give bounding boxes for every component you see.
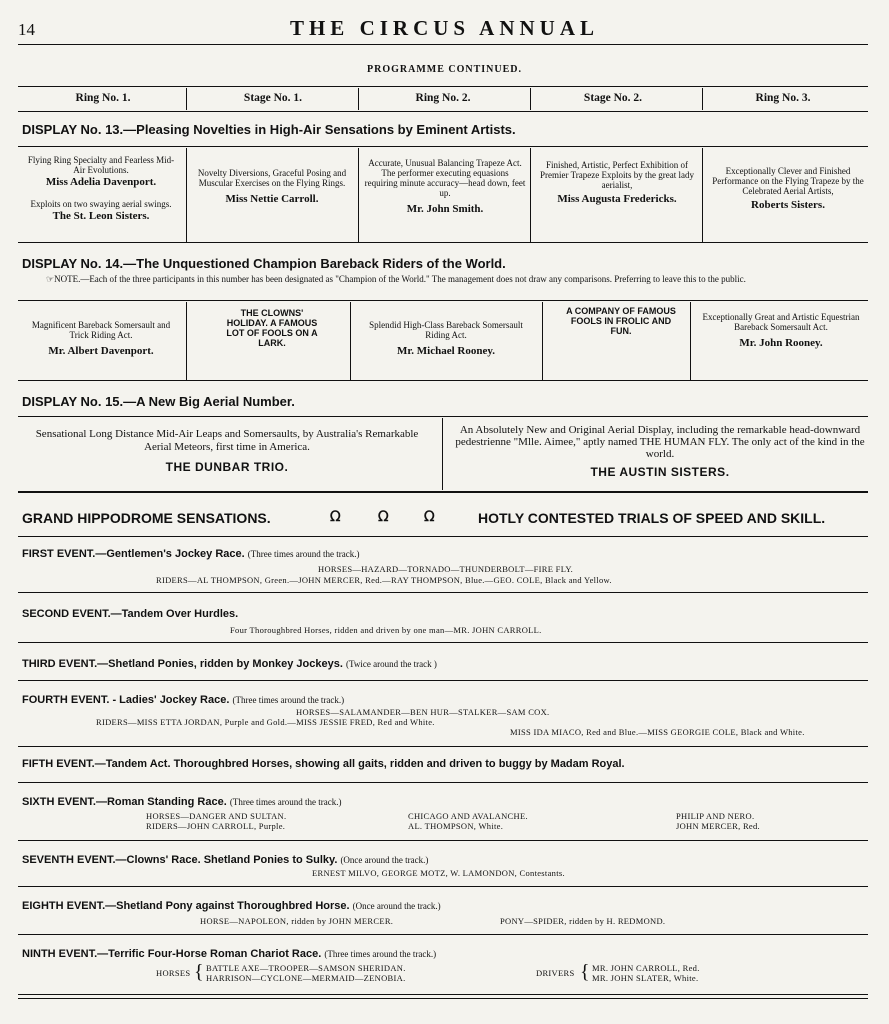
performer-name: Mr. John Smith.	[406, 203, 484, 215]
ring-header-row	[18, 92, 868, 108]
ornament-icon: ᘯ	[330, 510, 341, 525]
ring-header: Stage No. 2.	[583, 92, 643, 104]
event-4-riders: RIDERS—MISS ETTA JORDAN, Purple and Gold.—MISS JESSIE FRED, Red and White.	[96, 717, 435, 727]
ring-header-top-rule	[18, 86, 868, 87]
event-laps: (Three times around the track.)	[232, 695, 345, 705]
event-6-horses: CHICAGO AND AVALANCHE.	[408, 811, 528, 821]
event-rule	[18, 934, 868, 935]
event-rule	[18, 840, 868, 841]
display-13-title: DISPLAY No. 13.—Pleasing Novelties in High-Air Sensations by Eminent Artists.	[22, 122, 516, 137]
event-6-horses: HORSES—DANGER AND SULTAN.	[146, 811, 287, 821]
ornament-icon: ᘯ	[378, 510, 389, 525]
act-description: An Absolutely New and Original Aerial Display, including the remarkable head-downward pedestrienne "Mlle. Aimee," aptly named THE HUMAN FLY. The only act of the kind in the world.	[455, 424, 865, 460]
event-title: FOURTH EVENT. - Ladies' Jockey Race.	[22, 694, 230, 706]
event-9-drivers: MR. JOHN SLATER, White.	[592, 973, 699, 983]
col-divider	[530, 148, 531, 242]
page-number: 14	[18, 20, 35, 39]
programme-label: PROGRAMME CONTINUED.	[367, 64, 522, 75]
display-14-note: ☞NOTE.—Each of the three participants in this number has been designated as "Champion of the World." The management does not draw any comparisons. Preferring to leave this to the public.	[46, 274, 746, 284]
col-divider	[186, 88, 187, 110]
event-6-horses: PHILIP AND NERO.	[676, 811, 755, 821]
performer-name: Miss Adelia Davenport.	[45, 176, 157, 188]
footer-rule	[18, 998, 868, 999]
act-description: Flying Ring Specialty and Fearless Mid-Air Evolutions.	[27, 155, 175, 175]
col-divider	[358, 88, 359, 110]
act-description: Finished, Artistic, Perfect Exhibition of Premier Trapeze Exploits by the great lady aerialist,	[540, 160, 694, 190]
display-15-left	[22, 428, 432, 474]
hippodrome-rule	[18, 536, 868, 537]
col-divider	[690, 302, 691, 380]
performer-name: THE AUSTIN SISTERS.	[590, 465, 730, 479]
performer-name: Miss Nettie Carroll.	[225, 193, 319, 205]
header-rule	[18, 44, 868, 45]
ring-header-bottom-rule	[18, 111, 868, 112]
event-rule	[18, 592, 868, 593]
display-13-stage-2	[536, 160, 698, 206]
act-description: Exploits on two swaying aerial swings.	[30, 199, 172, 209]
event-1	[22, 548, 359, 560]
col-divider	[542, 302, 543, 380]
event-laps: (Three times around the track.)	[324, 949, 437, 959]
col-divider	[702, 148, 703, 242]
hippodrome-heading-right: HOTLY CONTESTED TRIALS OF SPEED AND SKILL.	[478, 510, 826, 526]
event-2	[22, 608, 238, 620]
event-rule	[18, 642, 868, 643]
ring-header: Ring No. 3.	[755, 92, 811, 104]
event-rule	[18, 746, 868, 747]
col-divider	[702, 88, 703, 110]
display-14-title: DISPLAY No. 14.—The Unquestioned Champion Bareback Riders of the World.	[22, 256, 506, 271]
act-description: Magnificent Bareback Somersault and Trick Riding Act.	[31, 320, 171, 340]
event-laps: (Once around the track.)	[340, 855, 429, 865]
display-14-ring-3	[696, 312, 866, 350]
performer-name: Roberts Sisters.	[751, 199, 825, 211]
event-9-horses: HARRISON—CYCLONE—MERMAID—ZENOBIA.	[206, 973, 406, 983]
performer-name: THE DUNBAR TRIO.	[165, 460, 289, 474]
display-14-ring-2	[356, 320, 536, 358]
event-title: FIFTH EVENT.—Tandem Act. Thoroughbred Horses, showing all gaits, ridden and driven to buggy by Madam Royal.	[22, 758, 625, 770]
event-9	[22, 948, 436, 960]
event-6-riders: AL. THOMPSON, White.	[408, 821, 504, 831]
event-9-drivers-label: DRIVERS	[536, 968, 575, 978]
event-3	[22, 658, 437, 670]
brace-icon: {	[194, 961, 204, 983]
col-divider	[186, 148, 187, 242]
event-5	[22, 758, 625, 770]
event-8	[22, 900, 441, 912]
display-13-ring-2	[364, 158, 526, 216]
event-title: THIRD EVENT.—Shetland Ponies, ridden by Monkey Jockeys.	[22, 658, 343, 670]
event-laps: (Twice around the track )	[345, 659, 437, 669]
event-2-detail: Four Thoroughbred Horses, ridden and driven by one man—MR. JOHN CARROLL.	[230, 625, 542, 635]
col-divider	[350, 302, 351, 380]
event-6	[22, 796, 342, 808]
event-title: SIXTH EVENT.—Roman Standing Race.	[22, 796, 227, 808]
running-title: THE CIRCUS ANNUAL	[289, 16, 600, 40]
performer-name: Mr. Michael Rooney.	[397, 345, 495, 357]
display-13-ring-1	[22, 155, 180, 223]
event-title: NINTH EVENT.—Terrific Four-Horse Roman Chariot Race.	[22, 948, 322, 960]
event-title: SEVENTH EVENT.—Clowns' Race. Shetland Ponies to Sulky.	[22, 854, 338, 866]
display-13-ring-3	[708, 166, 868, 212]
event-rule	[18, 886, 868, 887]
performer-name: The St. Leon Sisters.	[52, 210, 150, 222]
display-13-rule	[18, 146, 868, 147]
event-4-horses: HORSES—SALAMANDER—BEN HUR—STALKER—SAM COX.	[296, 707, 550, 717]
event-laps: (Once around the track.)	[352, 901, 441, 911]
event-6-riders: RIDERS—JOHN CARROLL, Purple.	[146, 821, 286, 831]
ring-header: Ring No. 1.	[75, 92, 131, 104]
act-description: Exceptionally Great and Artistic Equestrian Bareback Somersault Act.	[702, 312, 860, 332]
act-description: Novelty Diversions, Graceful Posing and Muscular Exercises on the Flying Rings.	[197, 168, 347, 188]
act-description: Exceptionally Clever and Finished Performance on the Flying Trapeze by the Celebrated Aerial Artists,	[712, 166, 864, 196]
event-title: FIRST EVENT.—Gentlemen's Jockey Race.	[22, 548, 245, 560]
display-15-title: DISPLAY No. 15.—A New Big Aerial Number.	[22, 394, 295, 409]
event-4	[22, 694, 344, 706]
performer-name: Miss Augusta Fredericks.	[557, 193, 677, 205]
col-divider	[186, 302, 187, 380]
event-9-drivers: MR. JOHN CARROLL, Red.	[592, 963, 700, 973]
event-9-horses: BATTLE AXE—TROOPER—SAMSON SHERIDAN.	[206, 963, 406, 973]
display-15-bottom-rule	[18, 491, 868, 493]
display-14-company-of-fools: A COMPANY OF FAMOUS FOOLS IN FROLIC AND FUN.	[566, 306, 676, 336]
ring-header: Stage No. 1.	[243, 92, 303, 104]
event-laps: (Three times around the track.)	[229, 797, 342, 807]
event-6-riders: JOHN MERCER, Red.	[676, 821, 760, 831]
display-13-stage-1	[192, 168, 352, 206]
display-14-rule	[18, 300, 868, 301]
col-divider	[530, 88, 531, 110]
event-8-horse: HORSE—NAPOLEON, ridden by JOHN MERCER.	[200, 916, 394, 926]
performer-name: Mr. Albert Davenport.	[48, 345, 154, 357]
event-rule	[18, 680, 868, 681]
footer-rule	[18, 994, 868, 995]
display-15-right	[452, 424, 868, 479]
display-13-bottom-rule	[18, 242, 868, 243]
performer-name: Mr. John Rooney.	[739, 337, 823, 349]
act-description: Accurate, Unusual Balancing Trapeze Act. The performer executing equasions requiring minute accuracy—head down, feet up.	[364, 158, 526, 198]
display-14-bottom-rule	[18, 380, 868, 381]
event-7	[22, 854, 428, 866]
display-14-ring-1	[22, 320, 180, 358]
act-description: Splendid High-Class Bareback Somersault Riding Act.	[369, 320, 523, 340]
brace-icon: {	[580, 961, 590, 983]
event-1-riders: RIDERS—AL THOMPSON, Green.—JOHN MERCER, Red.—RAY THOMPSON, Blue.—GEO. COLE, Black and Yellow.	[156, 575, 612, 585]
display-15-rule	[18, 416, 868, 417]
event-title: SECOND EVENT.—Tandem Over Hurdles.	[22, 608, 239, 620]
event-rule	[18, 782, 868, 783]
event-1-horses: HORSES—HAZARD—TORNADO—THUNDERBOLT—FIRE FLY.	[318, 564, 574, 574]
event-9-horses-label: HORSES	[156, 968, 191, 978]
col-divider	[442, 418, 443, 490]
event-4-riders: MISS IDA MIACO, Red and Blue.—MISS GEORGIE COLE, Black and White.	[510, 727, 805, 737]
event-laps: (Three times around the track.)	[247, 549, 360, 559]
col-divider	[358, 148, 359, 242]
ring-header: Ring No. 2.	[415, 92, 471, 104]
hippodrome-heading-left: GRAND HIPPODROME SENSATIONS.	[22, 510, 271, 526]
event-8-pony: PONY—SPIDER, ridden by H. REDMOND.	[500, 916, 666, 926]
act-description: Sensational Long Distance Mid-Air Leaps and Somersaults, by Australia's Remarkable Aerial Meteors, first time in America.	[35, 428, 419, 453]
display-14-clowns-holiday: THE CLOWNS' HOLIDAY. A FAMOUS LOT OF FOOLS ON A LARK.	[226, 308, 318, 348]
event-7-detail: ERNEST MILVO, GEORGE MOTZ, W. LAMONDON, Contestants.	[312, 868, 565, 878]
event-title: EIGHTH EVENT.—Shetland Pony against Thoroughbred Horse.	[22, 900, 350, 912]
ornament-icon: ᘯ	[424, 510, 435, 525]
